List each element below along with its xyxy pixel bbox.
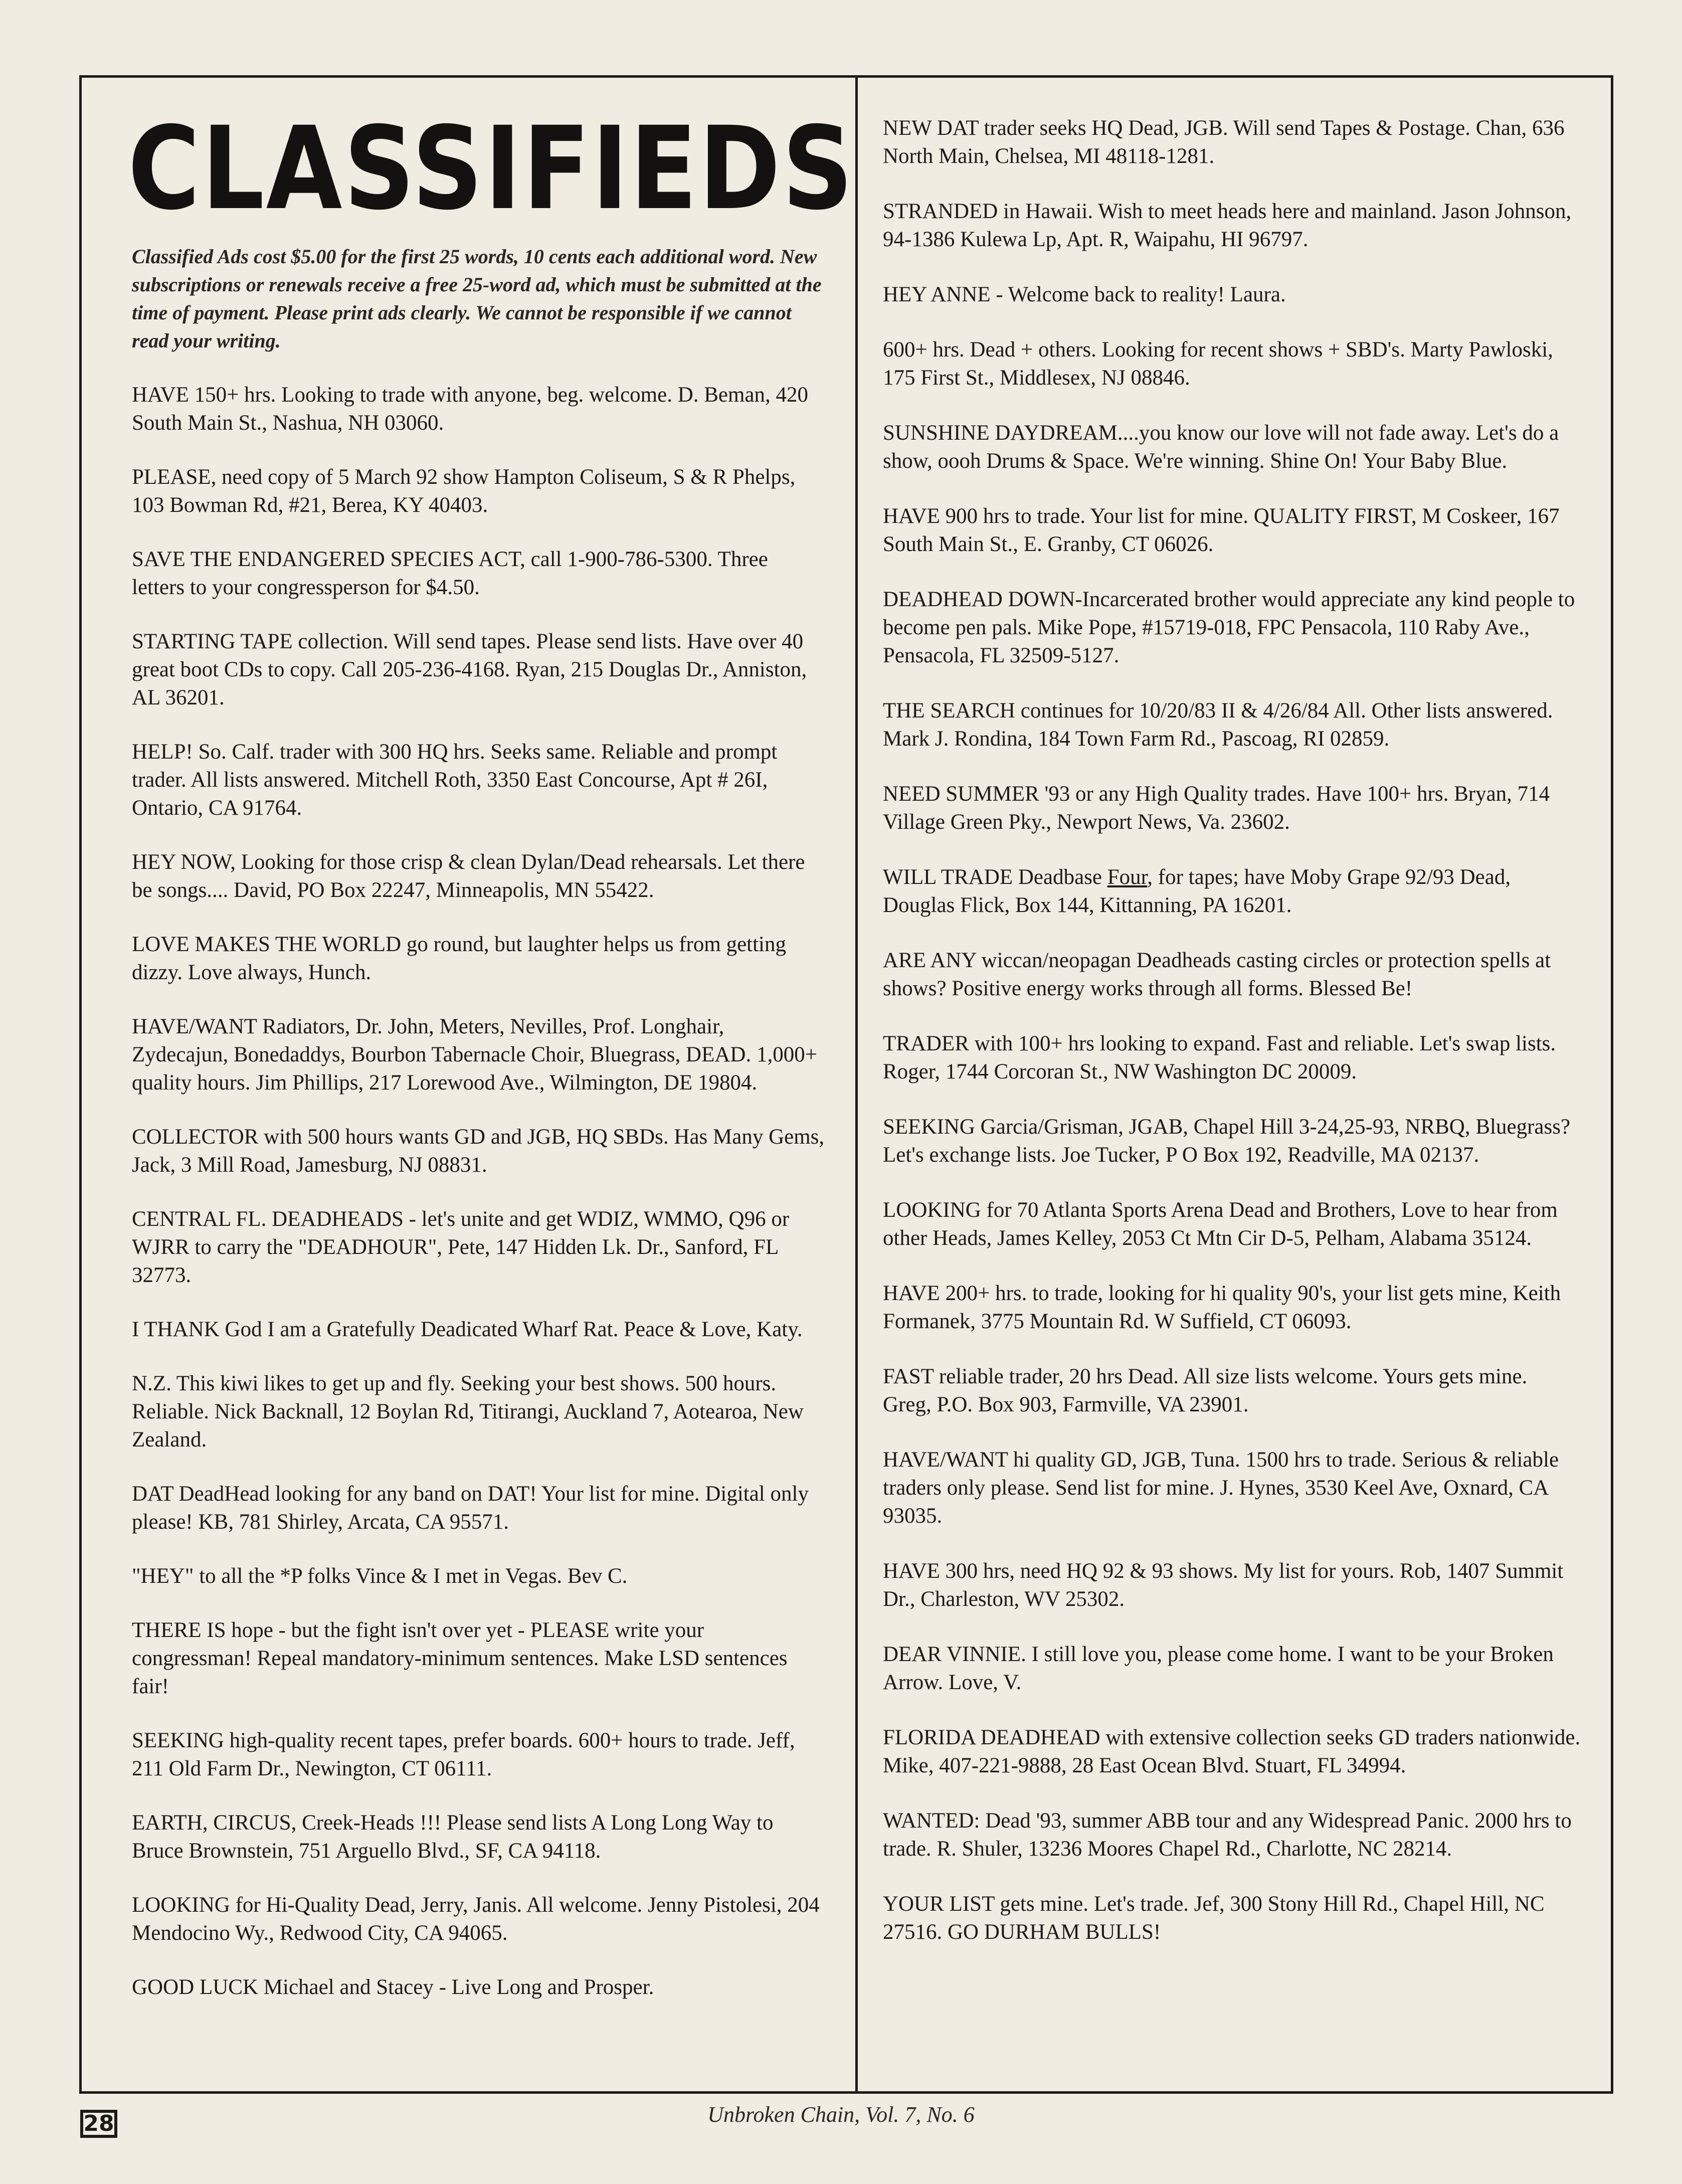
classified-ad: SEEKING high-quality recent tapes, prefer boards. 600+ hours to trade. Jeff, 211 Old Farm Dr., Newington, CT 06111. bbox=[132, 1729, 795, 1780]
classified-ad: NEED SUMMER '93 or any High Quality trades. Have 100+ hrs. Bryan, 714 Village Green Pky., Newport News, Va. 23602. bbox=[883, 782, 1550, 834]
classified-ad: FAST reliable trader, 20 hrs Dead. All size lists welcome. Yours gets mine. Greg, P.O. Box 903, Farmville, VA 23901. bbox=[883, 1365, 1528, 1416]
classified-ad: YOUR LIST gets mine. Let's trade. Jef, 300 Stony Hill Rd., Chapel Hill, NC 27516. GO DURHAM BULLS! bbox=[883, 1892, 1545, 1944]
classified-ad: LOOKING for Hi-Quality Dead, Jerry, Janis. All welcome. Jenny Pistolesi, 204 Mendocino Wy., Redwood City, CA 94065. bbox=[132, 1893, 820, 1945]
classified-ad: HELP! So. Calf. trader with 300 HQ hrs. Seeks same. Reliable and prompt trader. All lists answered. Mitchell Roth, 3350 East Concourse, Apt # 26I, Ontario, CA 91764. bbox=[132, 740, 778, 820]
classified-ad: HAVE 200+ hrs. to trade, looking for hi quality 90's, your list gets mine, Keith Formanek, 3775 Mountain Rd. W Suffield, CT 06093. bbox=[883, 1282, 1561, 1333]
classified-ad: DEADHEAD DOWN-Incarcerated brother would appreciate any kind people to become pen pals. Mike Pope, #15719-018, FPC Pensacola, 110 Raby Ave., Pensacola, FL 32509-5127. bbox=[883, 588, 1575, 667]
underlined-edition: Four bbox=[1107, 865, 1148, 889]
left-column bbox=[82, 75, 855, 2028]
classified-ad: STRANDED in Hawaii. Wish to meet heads here and mainland. Jason Johnson, 94-1386 Kulewa Lp, Apt. R, Waipahu, HI 96797. bbox=[883, 200, 1572, 251]
classified-ad: STARTING TAPE collection. Will send tapes. Please send lists. Have over 40 great boot CDs to copy. Call 205-236-4168. Ryan, 215 Douglas Dr., Anniston, AL 36201. bbox=[132, 630, 807, 709]
ad-text-start: WILL TRADE Deadbase bbox=[883, 865, 1107, 889]
classified-ad: I THANK God I am a Gratefully Deadicated Wharf Rat. Peace & Love, Katy. bbox=[132, 1318, 803, 1341]
classified-ad: LOVE MAKES THE WORLD go round, but laughter helps us from getting dizzy. Love always, Hunch. bbox=[132, 933, 786, 984]
classified-ad: N.Z. This kiwi likes to get up and fly. Seeking your best shows. 500 hours. Reliable. Nick Backnall, 12 Boylan Rd, Titirangi, Auckland 7, Aotearoa, New Zealand. bbox=[132, 1372, 804, 1451]
right-column bbox=[858, 75, 1611, 1973]
classified-ad: SUNSHINE DAYDREAM....you know our love will not fade away. Let's do a show, oooh Drums & Space. We're winning. Shine On! Your Baby Blue. bbox=[883, 421, 1559, 473]
classified-ad: SEEKING Garcia/Grisman, JGAB, Chapel Hill 3-24,25-93, NRBQ, Bluegrass? Let's exchange lists. Joe Tucker, P O Box 192, Readville, MA 02137. bbox=[883, 1115, 1571, 1167]
classified-ad: HAVE 900 hrs to trade. Your list for mine. QUALITY FIRST, M Coskeer, 167 South Main St., E. Granby, CT 06026. bbox=[883, 504, 1560, 556]
classified-ad: HEY NOW, Looking for those crisp & clean Dylan/Dead rehearsals. Let there be songs.... David, PO Box 22247, Minneapolis, MN 55422. bbox=[132, 850, 805, 902]
classified-ad: 600+ hrs. Dead + others. Looking for recent shows + SBD's. Marty Pawloski, 175 First St., Middlesex, NJ 08846. bbox=[883, 338, 1553, 390]
classified-ad: THERE IS hope - but the fight isn't over yet - PLEASE write your congressman! Repeal mandatory-minimum sentences. Make LSD sentences fair! bbox=[132, 1618, 788, 1698]
classified-ad: DEAR VINNIE. I still love you, please come home. I want to be your Broken Arrow. Love, V. bbox=[883, 1643, 1554, 1694]
publication-footer: Unbroken Chain, Vol. 7, No. 6 bbox=[707, 2102, 975, 2127]
page-title: CLASSIFIEDS bbox=[128, 102, 855, 235]
classified-ad: ARE ANY wiccan/neopagan Deadheads casting circles or protection spells at shows? Positive energy works through all forms. Blessed Be! bbox=[883, 949, 1551, 1000]
pricing-intro: Classified Ads cost $5.00 for the first 25 words, 10 cents each additional word. New subscriptions or renewals receive a free 25-word ad, which must be submitted at the time of payment. Please print ads clearly. We cannot be responsible if we cannot read your writing. bbox=[132, 245, 822, 352]
classified-ad: TRADER with 100+ hrs looking to expand. Fast and reliable. Let's swap lists. Roger, 1744 Corcoran St., NW Washington DC 20009. bbox=[883, 1032, 1556, 1083]
classified-ad: EARTH, CIRCUS, Creek-Heads !!! Please send lists A Long Long Way to Bruce Brownstein, 751 Arguello Blvd., SF, CA 94118. bbox=[132, 1811, 774, 1863]
classified-ad: HAVE 150+ hrs. Looking to trade with anyone, beg. welcome. D. Beman, 420 South Main St., Nashua, NH 03060. bbox=[132, 383, 809, 435]
classified-ad: DAT DeadHead looking for any band on DAT! Your list for mine. Digital only please! KB, 781 Shirley, Arcata, CA 95571. bbox=[132, 1482, 809, 1534]
classified-ad: HAVE 300 hrs, need HQ 92 & 93 shows. My list for yours. Rob, 1407 Summit Dr., Charleston, WV 25302. bbox=[883, 1559, 1564, 1611]
classified-ad: COLLECTOR with 500 hours wants GD and JGB, HQ SBDs. Has Many Gems, Jack, 3 Mill Road, Jamesburg, NJ 08831. bbox=[132, 1125, 825, 1177]
classified-ad: WANTED: Dead '93, summer ABB tour and any Widespread Panic. 2000 hrs to trade. R. Shuler, 13236 Moores Chapel Rd., Charlotte, NC 28214. bbox=[883, 1809, 1572, 1861]
classified-ad: HEY ANNE - Welcome back to reality! Laura. bbox=[883, 283, 1286, 306]
classified-ad: SAVE THE ENDANGERED SPECIES ACT, call 1-900-786-5300. Three letters to your congressperson for $4.50. bbox=[132, 548, 768, 599]
ad-text-end: , for tapes; have Moby Grape 92/93 Dead, Douglas Flick, Box 144, Kittanning, PA 16201. bbox=[883, 865, 1511, 917]
classified-ad: LOOKING for 70 Atlanta Sports Arena Dead and Brothers, Love to hear from other Heads, James Kelley, 2053 Ct Mtn Cir D-5, Pelham, Alabama 35124. bbox=[883, 1198, 1558, 1250]
classified-ad: GOOD LUCK Michael and Stacey - Live Long and Prosper. bbox=[132, 1975, 654, 1999]
classified-ad: CENTRAL FL. DEADHEADS - let's unite and get WDIZ, WMMO, Q96 or WJRR to carry the "DEADHOUR", Pete, 147 Hidden Lk. Dr., Sanford, FL 32773. bbox=[132, 1207, 790, 1287]
classified-ad: "HEY" to all the *P folks Vince & I met in Vegas. Bev C. bbox=[132, 1564, 628, 1588]
classified-ad: HAVE/WANT Radiators, Dr. John, Meters, Nevilles, Prof. Longhair, Zydecajun, Bonedaddys, Bourbon Tabernacle Choir, Bluegrass, DEAD. 1,000+ quality hours. Jim Phillips, 217 Lorewood Ave., Wilmington, DE 19804. bbox=[132, 1015, 817, 1095]
classified-ad: FLORIDA DEADHEAD with extensive collection seeks GD traders nationwide. Mike, 407-221-9888, 28 East Ocean Blvd. Stuart, FL 34994. bbox=[883, 1726, 1581, 1777]
classified-ad: PLEASE, need copy of 5 March 92 show Hampton Coliseum, S & R Phelps, 103 Bowman Rd, #21, Berea, KY 40403. bbox=[132, 465, 796, 517]
classified-ad: NEW DAT trader seeks HQ Dead, JGB. Will send Tapes & Postage. Chan, 636 North Main, Chelsea, MI 48118-1281. bbox=[883, 116, 1565, 168]
page-number: 28 bbox=[80, 2110, 117, 2138]
classified-ad: HAVE/WANT hi quality GD, JGB, Tuna. 1500 hrs to trade. Serious & reliable traders only please. Send list for mine. J. Hynes, 3530 Keel Ave, Oxnard, CA 93035. bbox=[883, 1448, 1559, 1528]
classified-ad: THE SEARCH continues for 10/20/83 II & 4/26/84 All. Other lists answered. Mark J. Rondina, 184 Town Farm Rd., Pascoag, RI 02859. bbox=[883, 699, 1553, 751]
classified-ad bbox=[883, 863, 1581, 920]
